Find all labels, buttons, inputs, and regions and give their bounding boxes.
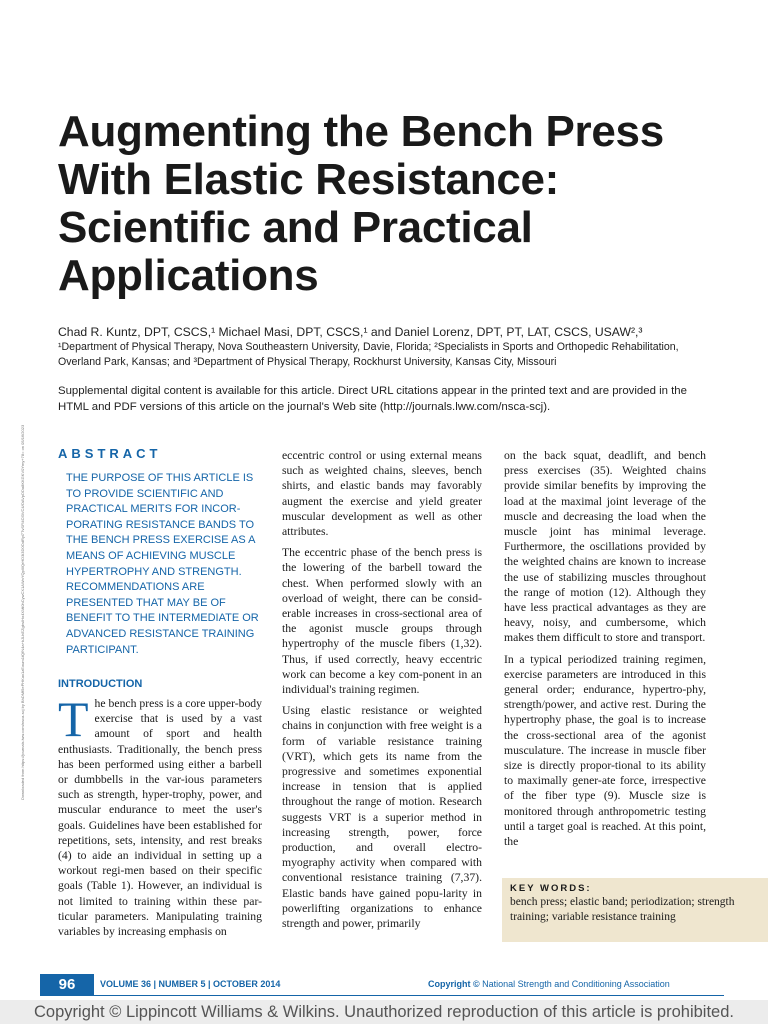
body-column-3 [504,448,706,855]
abstract-heading: ABSTRACT [58,446,162,461]
copyright-prefix: Copyright © [428,979,480,989]
introduction-body: he bench press is a core upper-body exercise that is used by a vast amount of sport and health enthusiasts. Traditionally, the bench press has been performed using either a barbell or dumbbells in the var-ious parameters such as strength, hyper-trophy, power, and muscular endurance to meet the user's goals. Guidelines have been established for repetitions, sets, intensity, and rest breaks (4) to aide an individual in setting up a workout regi-men based on their specific goals (Table 1). However, an individual is not limited to training within these par-ticular parameters. Manipulating training variables by increasing emphasis on [58,697,262,939]
association-copyright [428,979,728,989]
page-footer [0,974,768,996]
introduction-heading: INTRODUCTION [58,678,143,690]
footer-rule [94,995,724,996]
abstract-section [58,446,262,658]
supplemental-note: Supplemental digital content is available for this article. Direct URL citations appear in the printed text and are provided in the HTML and PDF versions of this article on the journal's Web site (http://journals.lww.com/nsca-scj). [58,385,687,413]
affiliations: ¹Department of Physical Therapy, Nova Southeastern University, Davie, Florida; ²Specialists in Sports and Orthopedic Rehabilitation, Overland Park, Kansas; and ³Department of Physical Therapy, Rockhurst University, Kansas City, Missouri [58,341,679,368]
page-number: 96 [40,974,94,996]
download-watermark: Downloaded from https://journals.lww.com/nsca-scj by BhDMf5ePHKav1zEoum1tQfN4a+kJLhEZgbsIHo4XMi0hCywCX1AWnYQp/IlQrHD3i3D0OdRyi7TvSFl4Cf3VC4/OAVpDDa8KKGKV0Ymy+78= on 05/16/2023 [20,424,25,800]
introduction-text [58,691,262,939]
issue-info: VOLUME 36 | NUMBER 5 | OCTOBER 2014 [100,979,281,989]
copyright-org: National Strength and Conditioning Association [482,979,670,989]
keywords-text: bench press; elastic band; periodization; strength training; variable resistance training [510,896,735,923]
body-column-2 [282,448,482,937]
keywords-heading: KEY WORDS: [510,883,592,894]
abstract-text: THE PURPOSE OF THIS ARTICLE IS TO PROVIDE SCIENTIFIC AND PRACTICAL MERITS FOR INCOR-PORATING RESISTANCE BANDS TO THE BENCH PRESS EXERCISE AS A MEANS OF ACHIEVING MUSCLE HYPERTROPHY AND STRENGTH. RECOMMENDATIONS ARE PRESENTED THAT MAY BE OF BENEFIT TO THE INTERMEDIATE OR ADVANCED RESISTANCE TRAINING PARTICIPANT. [66,472,259,656]
keywords-box [502,878,768,942]
author-block [58,324,718,370]
drop-cap: T [58,691,89,747]
paragraph: eccentric control or using external means such as weighted chains, sleeves, bench shirts, and elastic bands may favorably augment the exercise and yield greater muscular development as well as other attributes. [282,449,482,539]
article-title: Augmenting the Bench Press With Elastic Resistance: Scientific and Practical Applications [58,107,664,300]
author-list: Chad R. Kuntz, DPT, CSCS,¹ Michael Masi, DPT, CSCS,¹ and Daniel Lorenz, DPT, PT, LAT, CSCS, USAW²,³ [58,325,643,339]
paragraph: In a typical periodized training regimen, exercise parameters are introduced in this general order; endurance, hypertro-phy, strength/power, and active rest. During the hypertrophy phase, the goal is to increase the cross-sectional area of the agonist musculature. The increase in muscle fiber size is directly propor-tional to its ability to maximally gener-ate force, irrespective of the fiber type (9). Muscle size is monitored through anthropometric testing until a target goal is reached. At this point, the [504,652,706,849]
publisher-copyright: Copyright © Lippincott Williams & Wilkins. Unauthorized reproduction of this article is prohibited. [0,1000,768,1024]
paragraph: The eccentric phase of the bench press is the lowering of the barbell toward the chest. When performed slowly with an overload of weight, there can be consid-erable increases in cross-sectional area of the agonist muscle groups through hypertrophy of the muscle fibers (1,32). Thus, if used correctly, heavy eccentric work can become a key com-ponent in an individual's training regimen. [282,546,482,697]
paragraph: on the back squat, deadlift, and bench press exercises (35). Weighted chains provide similar benefits by improving the load at the maximal joint leverage of the muscle and decreasing the load when the muscle joint has minimal leverage. Furthermore, the oscillations provided by the weighted chains are known to increase the use of stabilizing muscles throughout the range of motion (12). Although they have less practical advantages as they are heavy, noisy, and cumbersome, which makes them difficult to store and transport. [504,449,706,645]
paragraph: Using elastic resistance or weighted chains in conjunction with free weight is a form of variable resistance training (VRT), which gets its name from the progressive and sometimes exponential increase in tension that is applied throughout the range of motion. Research suggests VRT is a superior method in increasing strength, power, force production, and overall electro-myography activity when compared with conventional resistance training (7,37). Elastic bands have gained popu-larity in powerlifting organizations to enhance strength and power, primarily [282,704,482,931]
